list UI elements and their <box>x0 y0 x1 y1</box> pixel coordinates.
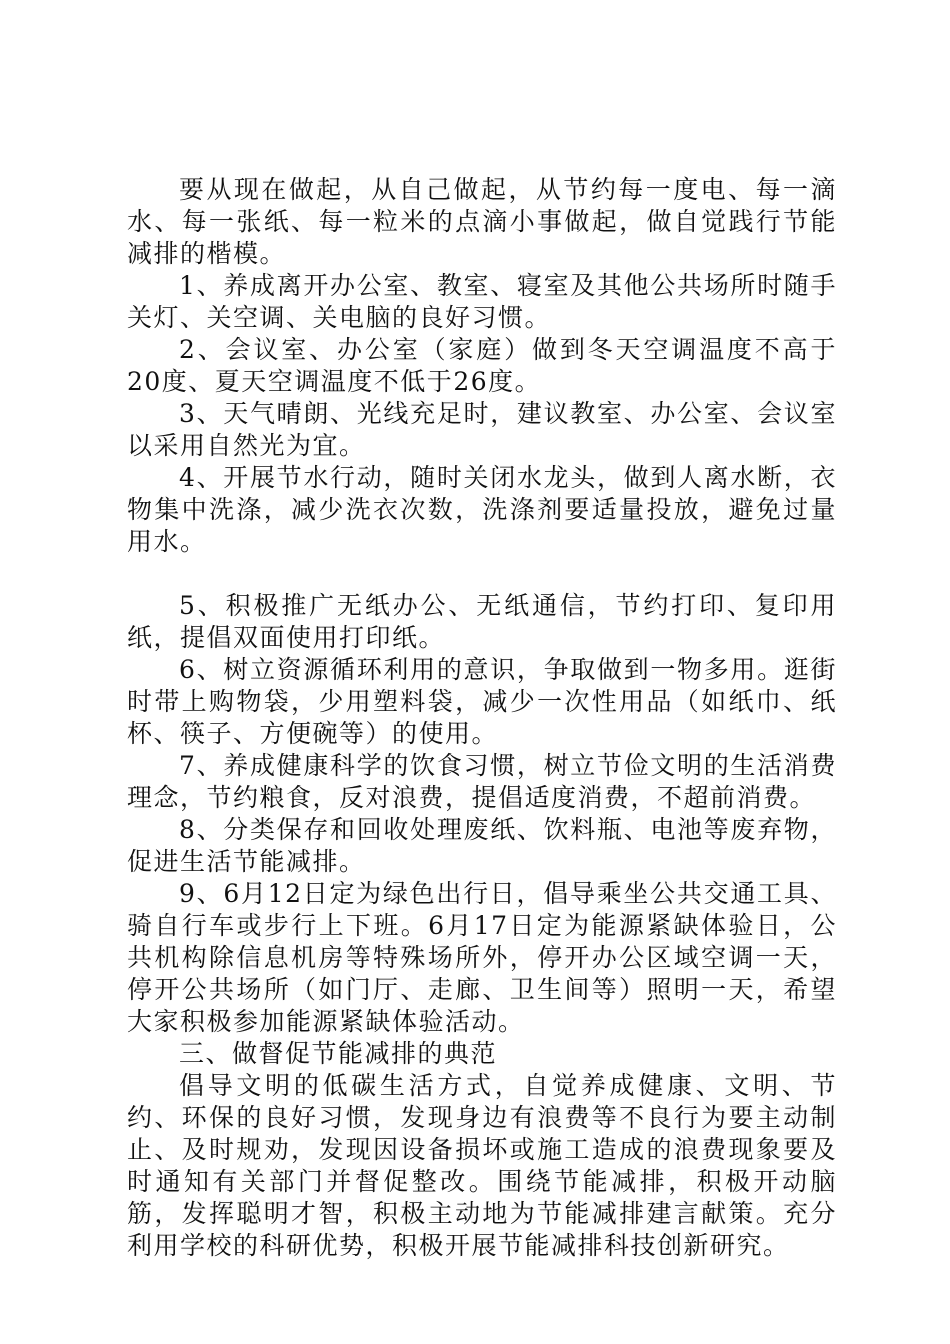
list-item-2: 2、会议室、办公室（家庭）做到冬天空调温度不高于20度、夏天空调温度不低于26度。 <box>127 335 837 396</box>
section-heading: 三、做督促节能减排的典范 <box>179 1039 498 1068</box>
list-item-1: 1、养成离开办公室、教室、寝室及其他公共场所时随手关灯、关空调、关电脑的良好习惯。 <box>127 271 837 332</box>
list-item-9: 9、6月12日定为绿色出行日，倡导乘坐公共交通工具、骑自行车或步行上下班。6月17日定为能源紧缺体验日，公共机构除信息机房等特殊场所外，停开办公区域空调一天，停开公共场所（如门厅、走廊、卫生间等）照明一天，希望大家积极参加能源紧缺体验活动。 <box>127 879 837 1036</box>
closing-paragraph: 倡导文明的低碳生活方式，自觉养成健康、文明、节约、环保的良好习惯，发现身边有浪费等不良行为要主动制止、及时规劝，发现因设备损坏或施工造成的浪费现象要及时通知有关部门并督促整改。围绕节能减排，积极开动脑筋，发挥聪明才智，积极主动地为节能减排建言献策。充分利用学校的科研优势，积极开展节能减排科技创新研究。 <box>127 1071 837 1260</box>
list-item-7: 7、养成健康科学的饮食习惯，树立节俭文明的生活消费理念，节约粮食，反对浪费，提倡适度消费，不超前消费。 <box>127 751 837 812</box>
list-item-4: 4、开展节水行动，随时关闭水龙头，做到人离水断，衣物集中洗涤，减少洗衣次数，洗涤剂要适量投放，避免过量用水。 <box>127 463 837 556</box>
list-item-5: 5、积极推广无纸办公、无纸通信，节约打印、复印用纸，提倡双面使用打印纸。 <box>127 591 837 652</box>
document-body <box>127 174 837 1262</box>
list-item-8: 8、分类保存和回收处理废纸、饮料瓶、电池等废弃物，促进生活节能减排。 <box>127 815 837 876</box>
list-item-3: 3、天气晴朗、光线充足时，建议教室、办公室、会议室以采用自然光为宜。 <box>127 399 837 460</box>
list-item-6: 6、树立资源循环利用的意识，争取做到一物多用。逛街时带上购物袋，少用塑料袋，减少一次性用品（如纸巾、纸杯、筷子、方便碗等）的使用。 <box>127 655 837 748</box>
intro-paragraph: 要从现在做起，从自己做起，从节约每一度电、每一滴水、每一张纸、每一粒米的点滴小事做起，做自觉践行节能减排的楷模。 <box>127 175 837 268</box>
